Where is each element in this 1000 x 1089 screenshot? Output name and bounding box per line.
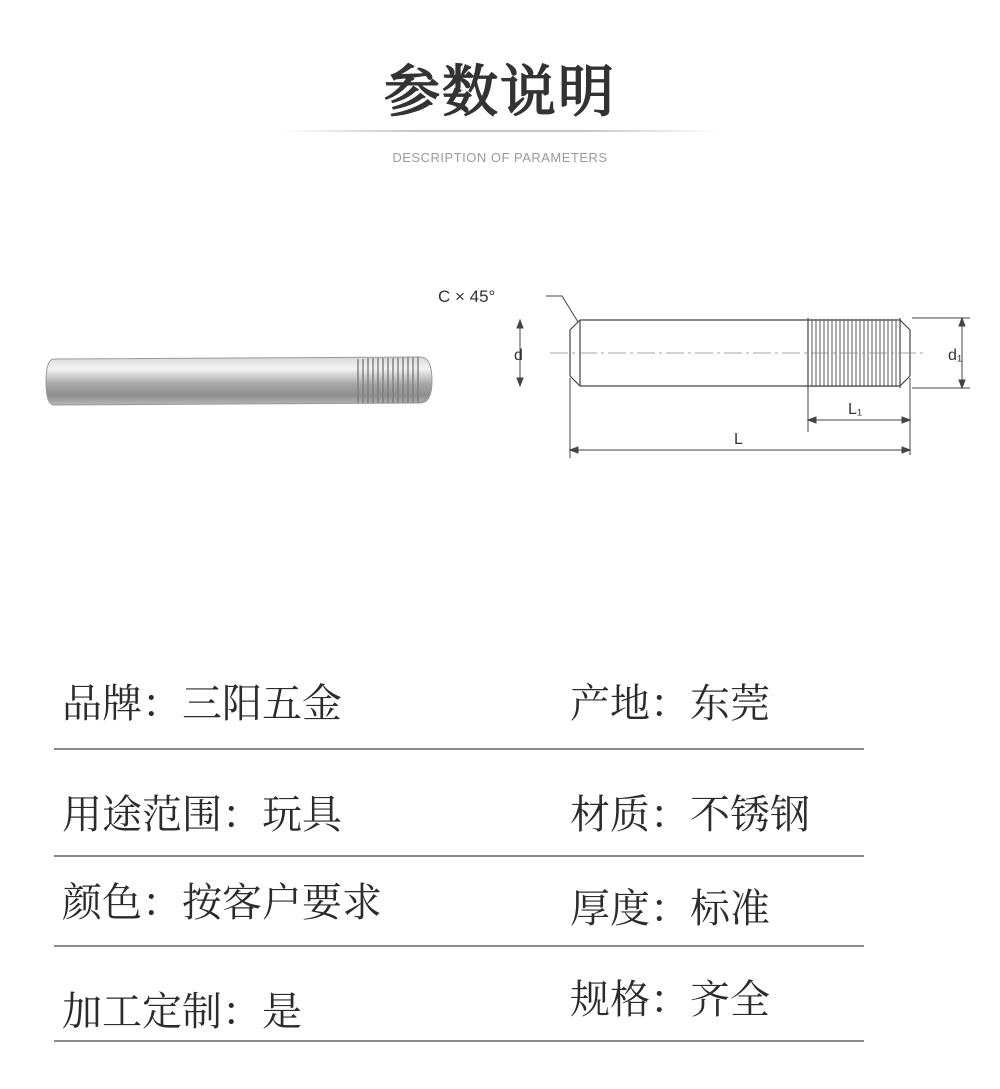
chamfer-label: C × 45° <box>438 287 496 306</box>
param-usage: 用途范围：玩具 <box>62 792 342 838</box>
param-material: 材质：不锈钢 <box>570 792 810 838</box>
d-label: d <box>514 347 523 364</box>
row-divider <box>54 748 864 750</box>
l-label: L <box>734 431 743 448</box>
page-title: 参数说明 <box>384 60 616 125</box>
l1-label: L₁ <box>848 401 863 418</box>
row-divider <box>54 1040 864 1042</box>
param-thickness: 厚度：标准 <box>570 886 770 932</box>
row-divider <box>54 945 864 947</box>
param-row <box>54 952 864 1042</box>
title-divider <box>280 130 720 132</box>
pin-dimension-diagram <box>420 270 980 470</box>
pin-photo <box>40 345 440 415</box>
page-subtitle: DESCRIPTION OF PARAMETERS <box>392 150 608 165</box>
param-color: 颜色：按客户要求 <box>62 880 382 926</box>
d1-label: d₁ <box>948 347 963 364</box>
param-customization: 加工定制：是 <box>62 989 302 1035</box>
param-spec: 规格：齐全 <box>570 977 770 1023</box>
param-row <box>54 660 864 750</box>
param-brand: 品牌：三阳五金 <box>62 681 342 727</box>
param-origin: 产地：东莞 <box>570 681 770 727</box>
param-row <box>54 767 864 857</box>
param-row <box>54 857 864 947</box>
